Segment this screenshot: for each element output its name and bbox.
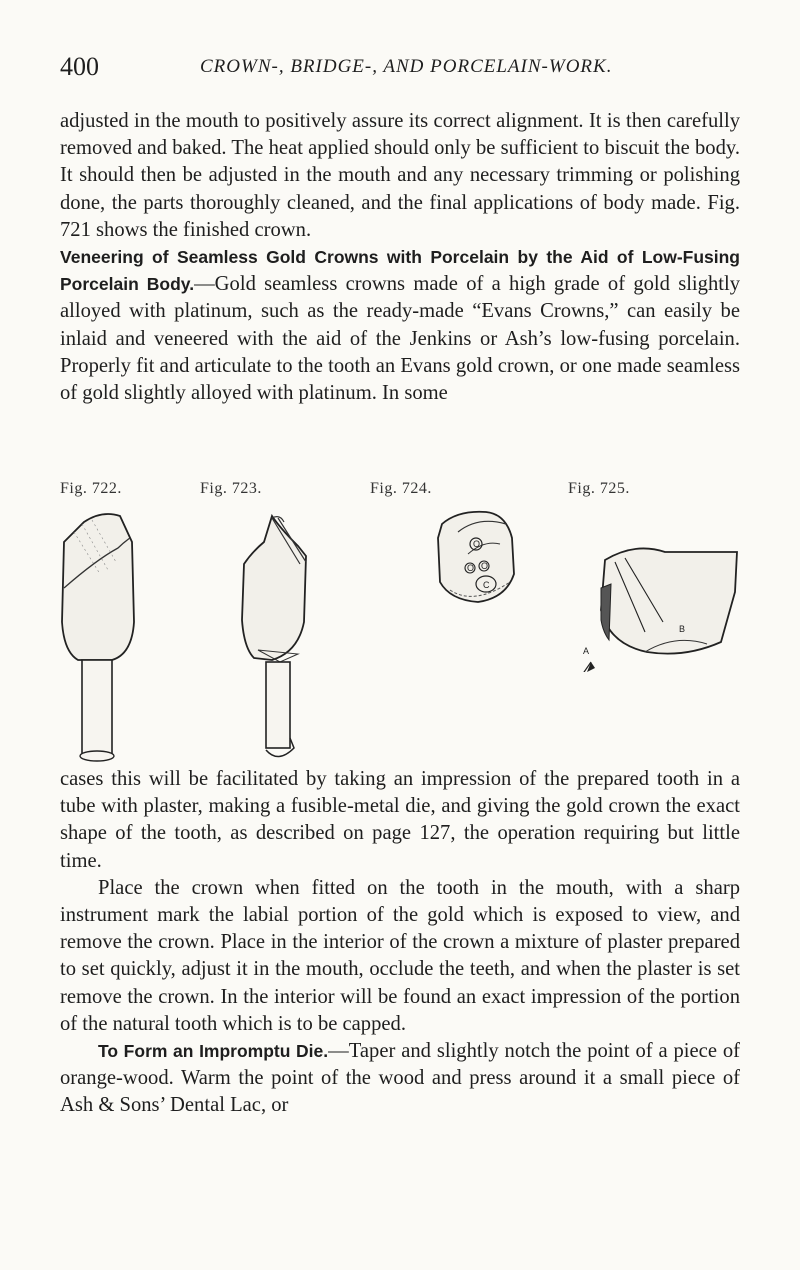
figure-letter: O: [473, 539, 481, 549]
section-heading: To Form an Impromptu Die.: [98, 1041, 329, 1062]
page-number: 400: [60, 52, 99, 81]
figure-723-crown-with-post: [210, 502, 330, 762]
figure-caption: Fig. 724.: [370, 480, 432, 497]
figure-letter: O: [467, 563, 475, 573]
figure-letter: B: [679, 624, 686, 634]
running-head: CROWN-, BRIDGE-, AND PORCELAIN-WORK.: [200, 56, 613, 77]
figure-caption: Fig. 723.: [200, 480, 262, 497]
paragraph: adjusted in the mouth to positively assure its correct alignment. It is then carefully removed and baked. The heat applied should only be sufficient to biscuit the body. It should then be adjusted in the mouth and any necessary trimming or polishing done, the parts thoroughly cleaned, and the final applications of body made. Fig. 721 shows the finished crown.: [60, 110, 740, 241]
figure-722-crown-with-post: [60, 502, 150, 762]
text-block-top: [60, 108, 740, 407]
figure-724-crown: [428, 502, 528, 622]
paragraph: [60, 244, 740, 407]
text-block-bottom: [60, 766, 740, 1120]
figure-caption: Fig. 722.: [60, 480, 122, 497]
paragraph: [60, 1038, 740, 1120]
paragraph: Place the crown when fitted on the tooth in the mouth, with a sharp instrument mark the labial portion of the gold which is exposed to view, and remove the crown. Place in the interior of the crown a mixture of plaster prepared to set quickly, adjust it in the mouth, occlude the teeth, and when the plaster is set remove the crown. In the interior will be found an exact impression of the portion of the natural tooth which is to be capped.: [60, 876, 740, 1035]
figure-letter: O: [481, 561, 489, 571]
figure-letter: A: [583, 646, 590, 656]
paragraph-text: —Gold seamless crowns made of a high grade of gold slightly alloyed with platinum, such as the ready-made “Evans Crowns,” can easily be inlaid and veneered with the aid of the Jenkins or Ash’s low-fusing porcelain. Properly fit and articulate to the tooth an Evans gold crown, or one made seamless of gold slightly alloyed with platinum. In some: [60, 273, 740, 405]
figure-725-crown-veneer: [565, 502, 740, 672]
paragraph: cases this will be facilitated by taking an impression of the prepared tooth in a tube with plaster, making a fusible-metal die, and giving the gold crown the exact shape of the tooth, as described on page 127, the operation requiring but little time.: [60, 768, 740, 872]
figure-letter: C: [483, 580, 490, 590]
figure-caption: Fig. 725.: [568, 480, 630, 497]
paragraph-text: —Taper and slightly notch the point of a piece of orange-wood. Warm the point of the wood and press around it a small piece of Ash & Sons’ Dental Lac, or: [60, 1040, 740, 1117]
section-heading: Veneering of Seamless Gold Crowns with Porcelain by the Aid of Low-Fusing Porcelain Body.: [60, 247, 740, 295]
figures-row: [60, 480, 740, 770]
